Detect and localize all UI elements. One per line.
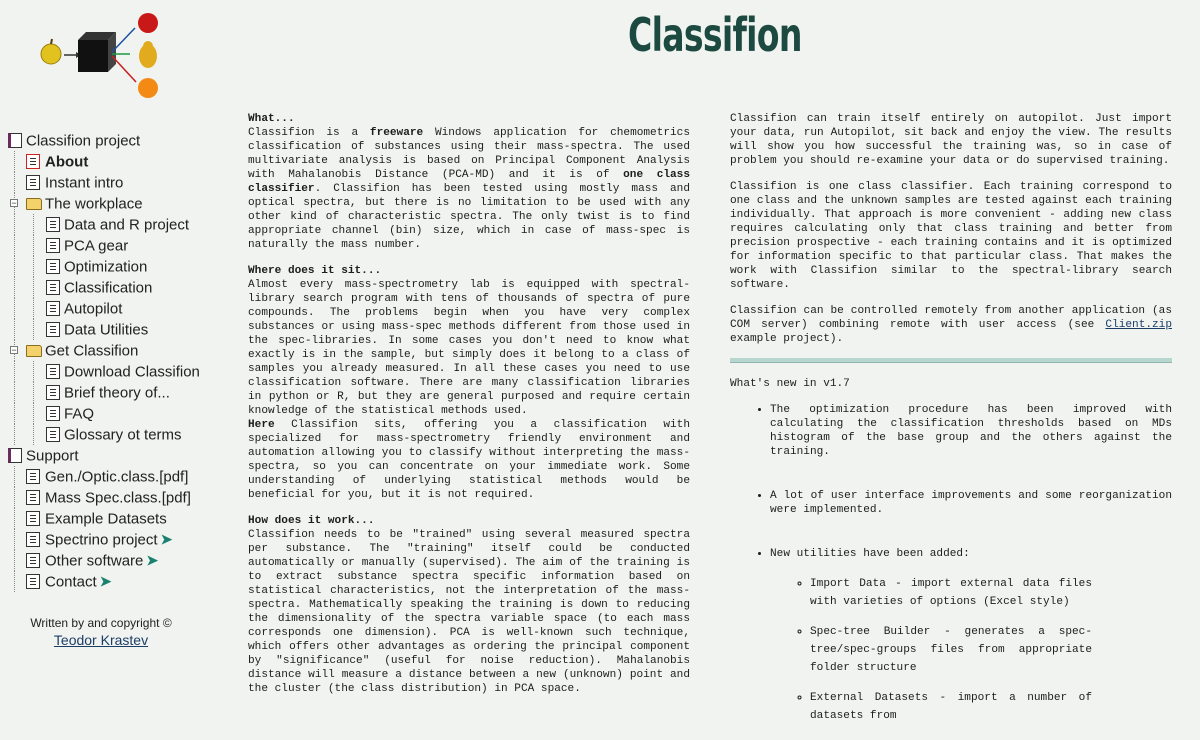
about-column-left — [248, 112, 690, 708]
here-paragraph: Here Classifion sits, offering you a classification with specialized for mass-spectrometry friendly environment and automation allowing you to classify without interpreting the mass-spectra, so you can concentrate on your immediate work. Some understanding of underlying statistical methods would be beneficial for you, but it is not required. — [248, 419, 690, 501]
document-icon — [46, 238, 60, 253]
folder-icon — [26, 198, 42, 210]
nav-item-classification[interactable] — [6, 277, 231, 298]
nav-item-label: Download Classifion — [64, 363, 200, 381]
author-link[interactable]: Teodor Krastev — [53, 632, 149, 648]
nav-item-label: Gen./Optic.class.[pdf] — [45, 468, 189, 486]
document-icon — [46, 427, 60, 442]
document-icon — [26, 175, 40, 190]
nav-item-get-classifion[interactable] — [6, 340, 231, 361]
nav-item-instant-intro[interactable] — [6, 172, 231, 193]
nav-item-pca-gear[interactable] — [6, 235, 231, 256]
news-item: • A lot of user interface improvements and some reorganization were implemented. — [770, 489, 1172, 517]
where-paragraph: Almost every mass-spectrometry lab is equipped with spectral-library search program with tens of thousands of spectra of pure compounds. The problems begin when you have very complex substances or using mass-spec methods different from those used in the spec-libraries. In some cases you don't need to know what exactly is in the sample, but simply does it belong to a class of samples you already measured. In all these cases you need to use classification software. There are many classification libraries in python or R, but they are general purposed and require certain knowledge of the statistical methods used. — [248, 279, 690, 417]
document-icon — [46, 259, 60, 274]
document-icon — [46, 280, 60, 295]
news-item: • The optimization procedure has been improved with calculating the classification thresholds based on MDs histogram of the base group and the others against the training. — [770, 403, 1172, 459]
nav-item-other-software[interactable] — [6, 550, 231, 571]
external-arrow-icon: ➤ — [146, 552, 159, 568]
document-icon — [46, 217, 60, 232]
client-zip-link[interactable]: Client.zip — [1105, 319, 1172, 331]
about-column-right — [730, 112, 1172, 737]
remote-paragraph: Classifion can be controlled remotely from another application (as COM server) combining remote with user access (see Client.zip example project). — [730, 305, 1172, 345]
document-icon — [26, 490, 40, 505]
what-paragraph: Classifion is a freeware Windows application for chemometrics classification of substances using their mass-spectra. The used multivariate analysis is based on Principal Component Analysis with Mahalanobis Distance (PCA-MD) and it is of one class classifier. Classifion has been tested using mostly mass and optical spectra, but there is no limitation to be used with any other kind of characteristic spectra. The only twist is to find appropriate channel (bin) size, which in case of mass-spec is naturally the mass number. — [248, 127, 690, 251]
how-heading: How does it work... — [248, 515, 375, 527]
document-icon — [46, 364, 60, 379]
book-icon — [8, 133, 22, 148]
how-paragraph: Classifion needs to be "trained" using several measured spectra per substance. The "training" itself could be conducted automatically or manually (supervised). The aim of the training is to extract substance spectra specific information based on statistical characteristics, not the interpretation of the mass-spectra. Mathematically speaking the training is down to reducing the dimensionality of the spectra variable space (to each mass corresponds one dimension). PCA is well-known such technique, which offers other advantages as ordering the principal component by "significance" (useful for noise reduction). Mahalanobis distance will measure a distance between a new (unknown) point and the cluster (the class distribution) in PCA space. — [248, 529, 690, 695]
utility-item: ◦ External Datasets - import a number of datasets from — [810, 689, 1092, 725]
input-apple-icon — [41, 44, 61, 64]
nav-item-optimization[interactable] — [6, 256, 231, 277]
document-icon — [46, 301, 60, 316]
one-class-paragraph: Classifion is one class classifier. Each training correspond to one class and the unknown samples are tested against each training individually. That approach is more convenient - adding new class requires calculating only that class training and better from precision prospective - each training contains and it is optimized for information specific to that particular class. That makes the work with Classifion similar to the spectral-library search software. — [730, 181, 1172, 291]
nav-item-label: Data and R project — [64, 216, 190, 234]
nav-item-label: Brief theory of... — [64, 384, 170, 402]
nav-item-label: Optimization — [64, 258, 148, 276]
nav-item-autopilot[interactable] — [6, 298, 231, 319]
nav-item-label: Support — [26, 447, 79, 465]
nav-item-support[interactable] — [6, 445, 231, 466]
nav-item-label: FAQ — [64, 405, 95, 423]
document-icon — [46, 385, 60, 400]
nav-item-label: Contact — [45, 573, 97, 591]
nav-item-label: Classification — [64, 279, 153, 297]
nav-item-faq[interactable] — [6, 403, 231, 424]
news-list — [730, 403, 1172, 561]
nav-item-download-classifion[interactable] — [6, 361, 231, 382]
nav-item-example-datasets[interactable] — [6, 508, 231, 529]
classifion-logo — [38, 10, 168, 102]
document-icon — [46, 322, 60, 337]
autopilot-paragraph: Classifion can train itself entirely on autopilot. Just import your data, run Autopilot, sit back and enjoy the view. The results will show you how successful the training was, so in case of problem you should re-examine your data or do supervised training. — [730, 113, 1172, 167]
nav-item-label: PCA gear — [64, 237, 129, 255]
folder-icon — [26, 345, 42, 357]
section-divider — [730, 358, 1172, 363]
external-arrow-icon: ➤ — [160, 531, 173, 547]
nav-item-label: Get Classifion — [45, 342, 139, 360]
nav-item-spectrino-project[interactable] — [6, 529, 231, 550]
external-arrow-icon: ➤ — [99, 573, 112, 589]
utility-item: ◦ Import Data - import external data files with varieties of options (Excel style) — [810, 575, 1092, 611]
document-icon — [26, 469, 40, 484]
credit — [6, 616, 196, 648]
nav-item-label: About — [45, 153, 89, 171]
nav-item-label: Data Utilities — [64, 321, 149, 339]
document-icon — [26, 154, 40, 169]
red-apple-icon — [138, 13, 158, 33]
nav-item-the-workplace[interactable] — [6, 193, 231, 214]
nav-item-data-utilities[interactable] — [6, 319, 231, 340]
collapse-toggle-icon[interactable]: − — [11, 198, 17, 208]
nav-item-label: Classifion project — [26, 132, 141, 150]
nav-item-contact[interactable] — [6, 571, 231, 592]
nav-item-label: Spectrino project — [45, 531, 158, 549]
nav-tree — [6, 130, 231, 592]
nav-item-label: Example Datasets — [45, 510, 167, 528]
document-icon — [26, 574, 40, 589]
document-icon — [26, 553, 40, 568]
nav-item-label: Other software — [45, 552, 144, 570]
orange-icon — [138, 78, 158, 98]
nav-item-gen-optic-class-pdf[interactable] — [6, 466, 231, 487]
nav-item-label: Instant intro — [45, 174, 124, 192]
nav-item-brief-theory-of[interactable] — [6, 382, 231, 403]
nav-item-label: Mass Spec.class.[pdf] — [45, 489, 191, 507]
what-heading: What... — [248, 113, 295, 125]
news-item: • New utilities have been added: — [770, 547, 1172, 561]
nav-item-label: The workplace — [45, 195, 143, 213]
site-title: Classifion — [628, 8, 802, 62]
nav-item-data-and-r-project[interactable] — [6, 214, 231, 235]
nav-item-mass-spec-class-pdf[interactable] — [6, 487, 231, 508]
utilities-list — [730, 575, 1092, 725]
copyright-text: Written by and copyright © — [30, 616, 172, 630]
nav-item-glossary-ot-terms[interactable] — [6, 424, 231, 445]
nav-item-about[interactable] — [6, 151, 231, 172]
document-icon — [26, 511, 40, 526]
nav-item-label: Autopilot — [64, 300, 123, 318]
where-heading: Where does it sit... — [248, 265, 382, 277]
whats-new-heading: What's new in v1.7 — [730, 378, 850, 390]
nav-item-classifion-project[interactable] — [6, 130, 231, 151]
document-icon — [46, 406, 60, 421]
book-icon — [8, 448, 22, 463]
utility-item: ◦ Spec-tree Builder - generates a spec-tree/spec-groups files from appropriate folder structure — [810, 623, 1092, 677]
collapse-toggle-icon[interactable]: − — [11, 345, 17, 355]
nav-item-label: Glossary ot terms — [64, 426, 182, 444]
document-icon — [26, 532, 40, 547]
